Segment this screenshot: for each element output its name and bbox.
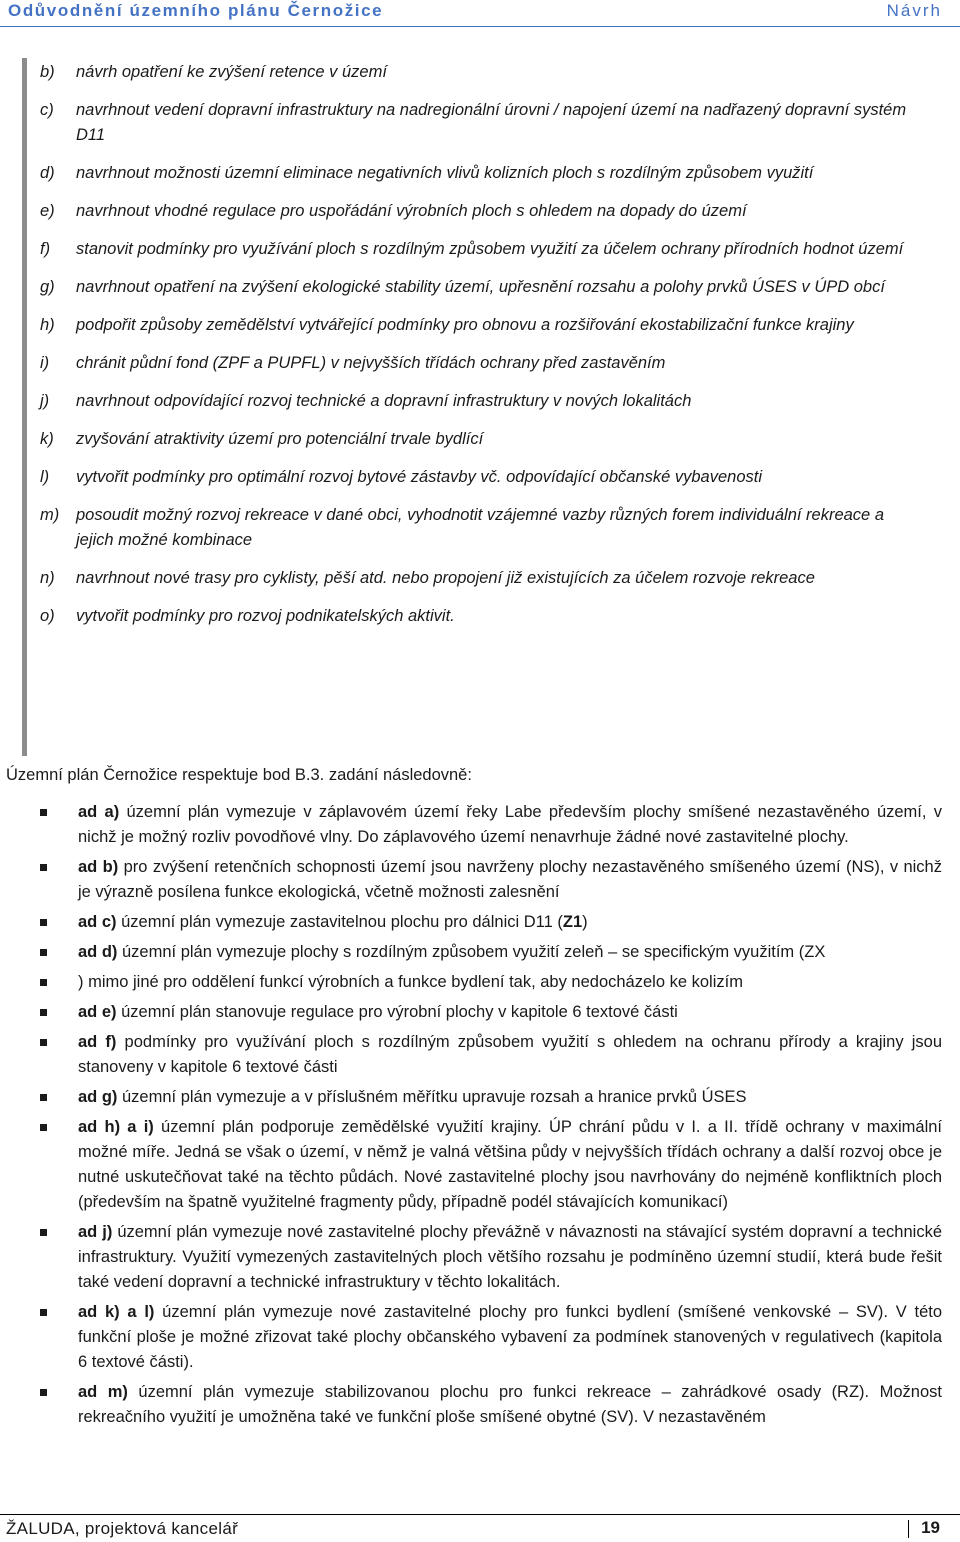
header-divider xyxy=(0,26,960,27)
office-name: ŽALUDA, projektová kancelář xyxy=(6,1519,239,1538)
list-item-text: chránit půdní fond (ZPF a PUPFL) v nejvyšších třídách ochrany před zastavěním xyxy=(76,354,666,372)
bullet-square-icon xyxy=(40,919,47,926)
bullet-lead: ad d) xyxy=(78,943,118,961)
list-item xyxy=(40,465,910,490)
bullet-item xyxy=(40,1085,942,1110)
bullet-text: územní plán vymezuje plochy s rozdílným způsobem využití zeleň – se specifickým využitím (ZX xyxy=(117,943,826,961)
bullet-text: územní plán podporuje zemědělské využití krajiny. ÚP chrání půdu v I. a II. třídě ochrany v maximální možné míře. Jedná se však o území, v němž je valná většina půdy v nejvyšších třídách ochrany a další rozvoj obce je nutné uskutečňovat také na těchto půdách. Nové zastavitelné plochy jsou navrhovány do nejméně konfliktních ploch (především na špatně využitelné fragmenty půdy, případně podél stávajících komunikací) xyxy=(78,1118,942,1211)
list-item-text: návrh opatření ke zvýšení retence v území xyxy=(76,63,387,81)
bullet-text: územní plán stanovuje regulace pro výrobní plochy v kapitole 6 textové části xyxy=(116,1003,678,1021)
bullet-square-icon xyxy=(40,1094,47,1101)
bullet-lead: ad h) a i) xyxy=(78,1118,154,1136)
list-item-text: zvyšování atraktivity území pro potenciální trvale bydlící xyxy=(76,430,484,448)
list-item xyxy=(40,199,910,224)
list-item xyxy=(40,351,910,376)
bullet-lead: ad j) xyxy=(78,1223,113,1241)
list-item xyxy=(40,161,910,186)
page-footer xyxy=(0,1514,960,1542)
list-item-text: navrhnout vedení dopravní infrastruktury na nadregionální úrovni / napojení území na nadřazený dopravní systém D11 xyxy=(76,101,907,144)
bullet-text: pro zvýšení retenčních schopnosti území jsou navrženy plochy nezastavěného smíšeného území (NS), v nichž je výrazně posílena funkce ekologická, včetně možnosti zalesnění xyxy=(78,858,942,901)
list-item xyxy=(40,60,910,85)
bullet-square-icon xyxy=(40,864,47,871)
list-item xyxy=(40,566,910,591)
list-item-text: navrhnout opatření na zvýšení ekologické stability území, upřesnění rozsahu a polohy prvků ÚSES v ÚPD obcí xyxy=(76,278,885,296)
list-item xyxy=(40,427,910,452)
bullet-bold-tail: Z1 xyxy=(562,913,583,931)
bullet-item xyxy=(40,1000,942,1025)
list-item xyxy=(40,389,910,414)
list-item-letter: k) xyxy=(40,430,54,448)
bullet-item xyxy=(40,1300,942,1375)
section-label: Návrh xyxy=(886,1,942,20)
bullet-item xyxy=(40,910,942,935)
list-item xyxy=(40,98,910,148)
list-item xyxy=(40,313,910,338)
footer-divider xyxy=(0,1514,960,1515)
bullet-item xyxy=(40,800,942,850)
bullet-text: územní plán vymezuje zastavitelnou plochu pro dálnici D11 ( xyxy=(116,913,563,931)
quote-bar xyxy=(22,58,27,756)
bullet-square-icon xyxy=(40,949,47,956)
list-item-text: vytvořit podmínky pro rozvoj podnikatelských aktivit. xyxy=(76,607,455,625)
list-item-text: vytvořit podmínky pro optimální rozvoj bytové zástavby vč. odpovídající občanské vybavenosti xyxy=(76,468,762,486)
bullet-text: územní plán vymezuje nové zastavitelné plochy pro funkci bydlení (smíšené venkovské – SV). V této funkční ploše je možné zřizovat také plochy občanského vybavení za podmínek stanovených v regulativech (kapitola 6 textové části). xyxy=(78,1303,943,1371)
bullet-item xyxy=(40,855,942,905)
list-item-letter: f) xyxy=(40,240,51,258)
list-item-letter: i) xyxy=(40,354,50,372)
bullet-lead: ad c) xyxy=(78,913,117,931)
list-item xyxy=(40,604,910,629)
bullet-square-icon xyxy=(40,1009,47,1016)
footer-separator xyxy=(908,1520,909,1538)
bullet-square-icon xyxy=(40,979,47,986)
bullet-item xyxy=(40,1220,942,1295)
list-item-letter: b) xyxy=(40,63,55,81)
list-item-text: stanovit podmínky pro využívání ploch s rozdílným způsobem využití za účelem ochrany přírodních hodnot území xyxy=(76,240,904,258)
list-item-text: posoudit možný rozvoj rekreace v dané obci, vyhodnotit vzájemné vazby různých forem individuální rekreace a jejich možné kombinace xyxy=(76,506,884,549)
list-item-letter: g) xyxy=(40,278,55,296)
bullet-lead: ad e) xyxy=(78,1003,117,1021)
bullet-text: územní plán vymezuje v záplavovém území řeky Labe především plochy smíšené nezastavěného území, v nichž je možný rozliv povodňové vlny. Do záplavového území nenavrhuje žádné nové zastavitelné plochy. xyxy=(78,803,942,846)
list-item-letter: j) xyxy=(40,392,50,410)
bullet-item xyxy=(40,970,942,995)
bullet-lead: ad k) a l) xyxy=(78,1303,155,1321)
page-header xyxy=(0,0,960,24)
bullet-square-icon xyxy=(40,1039,47,1046)
list-item-letter: e) xyxy=(40,202,55,220)
list-item xyxy=(40,275,910,300)
bullet-lead: ad a) xyxy=(78,803,120,821)
document-title: Odůvodnění územního plánu Černožice xyxy=(8,1,384,20)
bullet-square-icon xyxy=(40,1389,47,1396)
list-item-text: navrhnout nové trasy pro cyklisty, pěší atd. nebo propojení již existujících za účelem rozvoje rekreace xyxy=(76,569,815,587)
list-item xyxy=(40,237,910,262)
bullet-text: územní plán vymezuje stabilizovanou plochu pro funkci rekreace – zahrádkové osady (RZ). Možnost rekreačního využití je umožněna také ve funkční ploše smíšené obytné (SV). V nezastavěném xyxy=(78,1383,942,1426)
list-item-letter: o) xyxy=(40,607,55,625)
bullet-lead: ad m) xyxy=(78,1383,128,1401)
list-item-letter: l) xyxy=(40,468,50,486)
list-item-letter: c) xyxy=(40,101,54,119)
bullet-text: územní plán vymezuje a v příslušném měřítku upravuje rozsah a hranice prvků ÚSES xyxy=(117,1088,747,1106)
bullet-lead: ad g) xyxy=(78,1088,118,1106)
list-item-text: navrhnout odpovídající rozvoj technické a dopravní infrastruktury v nových lokalitách xyxy=(76,392,692,410)
bullet-text: podmínky pro využívání ploch s rozdílným způsobem využití s ohledem na ochranu přírody a krajiny jsou stanoveny v kapitole 6 textové části xyxy=(78,1033,942,1076)
list-item-letter: d) xyxy=(40,164,55,182)
list-item-letter: m) xyxy=(40,506,60,524)
bullet-square-icon xyxy=(40,1309,47,1316)
page-number: 19 xyxy=(921,1518,940,1537)
bullet-list xyxy=(40,800,942,1430)
bullet-item xyxy=(40,1380,942,1430)
goal-list xyxy=(40,60,910,629)
bullet-square-icon xyxy=(40,1229,47,1236)
bullet-square-icon xyxy=(40,809,47,816)
list-item-letter: h) xyxy=(40,316,55,334)
bullet-tail: ) xyxy=(582,913,588,931)
bullet-item xyxy=(40,940,942,965)
bullet-lead: ad b) xyxy=(78,858,119,876)
bullet-lead: ad f) xyxy=(78,1033,117,1051)
bullet-item xyxy=(40,1030,942,1080)
list-item xyxy=(40,503,910,553)
list-item-text: navrhnout vhodné regulace pro uspořádání výrobních ploch s ohledem na dopady do území xyxy=(76,202,747,220)
bullet-item xyxy=(40,1115,942,1215)
intro-paragraph: Územní plán Černožice respektuje bod B.3. zadání následovně: xyxy=(6,766,472,784)
list-item-text: navrhnout možnosti územní eliminace negativních vlivů kolizních ploch s rozdílným způsobem využití xyxy=(76,164,814,182)
bullet-text: ) mimo jiné pro oddělení funkcí výrobních a funkce bydlení tak, aby nedocházelo ke kolizím xyxy=(78,973,743,991)
list-item-text: podpořit způsoby zemědělství vytvářející podmínky pro obnovu a rozšiřování ekostabilizační funkce krajiny xyxy=(76,316,854,334)
bullet-square-icon xyxy=(40,1124,47,1131)
bullet-text: územní plán vymezuje nové zastavitelné plochy převážně v návaznosti na stávající systém dopravní a technické infrastruktury. Využití vymezených zastavitelných ploch většího rozsahu je podmíněno územní studií, která bude řešit také vedení dopravní a technické infrastruktury v těchto lokalitách. xyxy=(78,1223,942,1291)
list-item-letter: n) xyxy=(40,569,55,587)
